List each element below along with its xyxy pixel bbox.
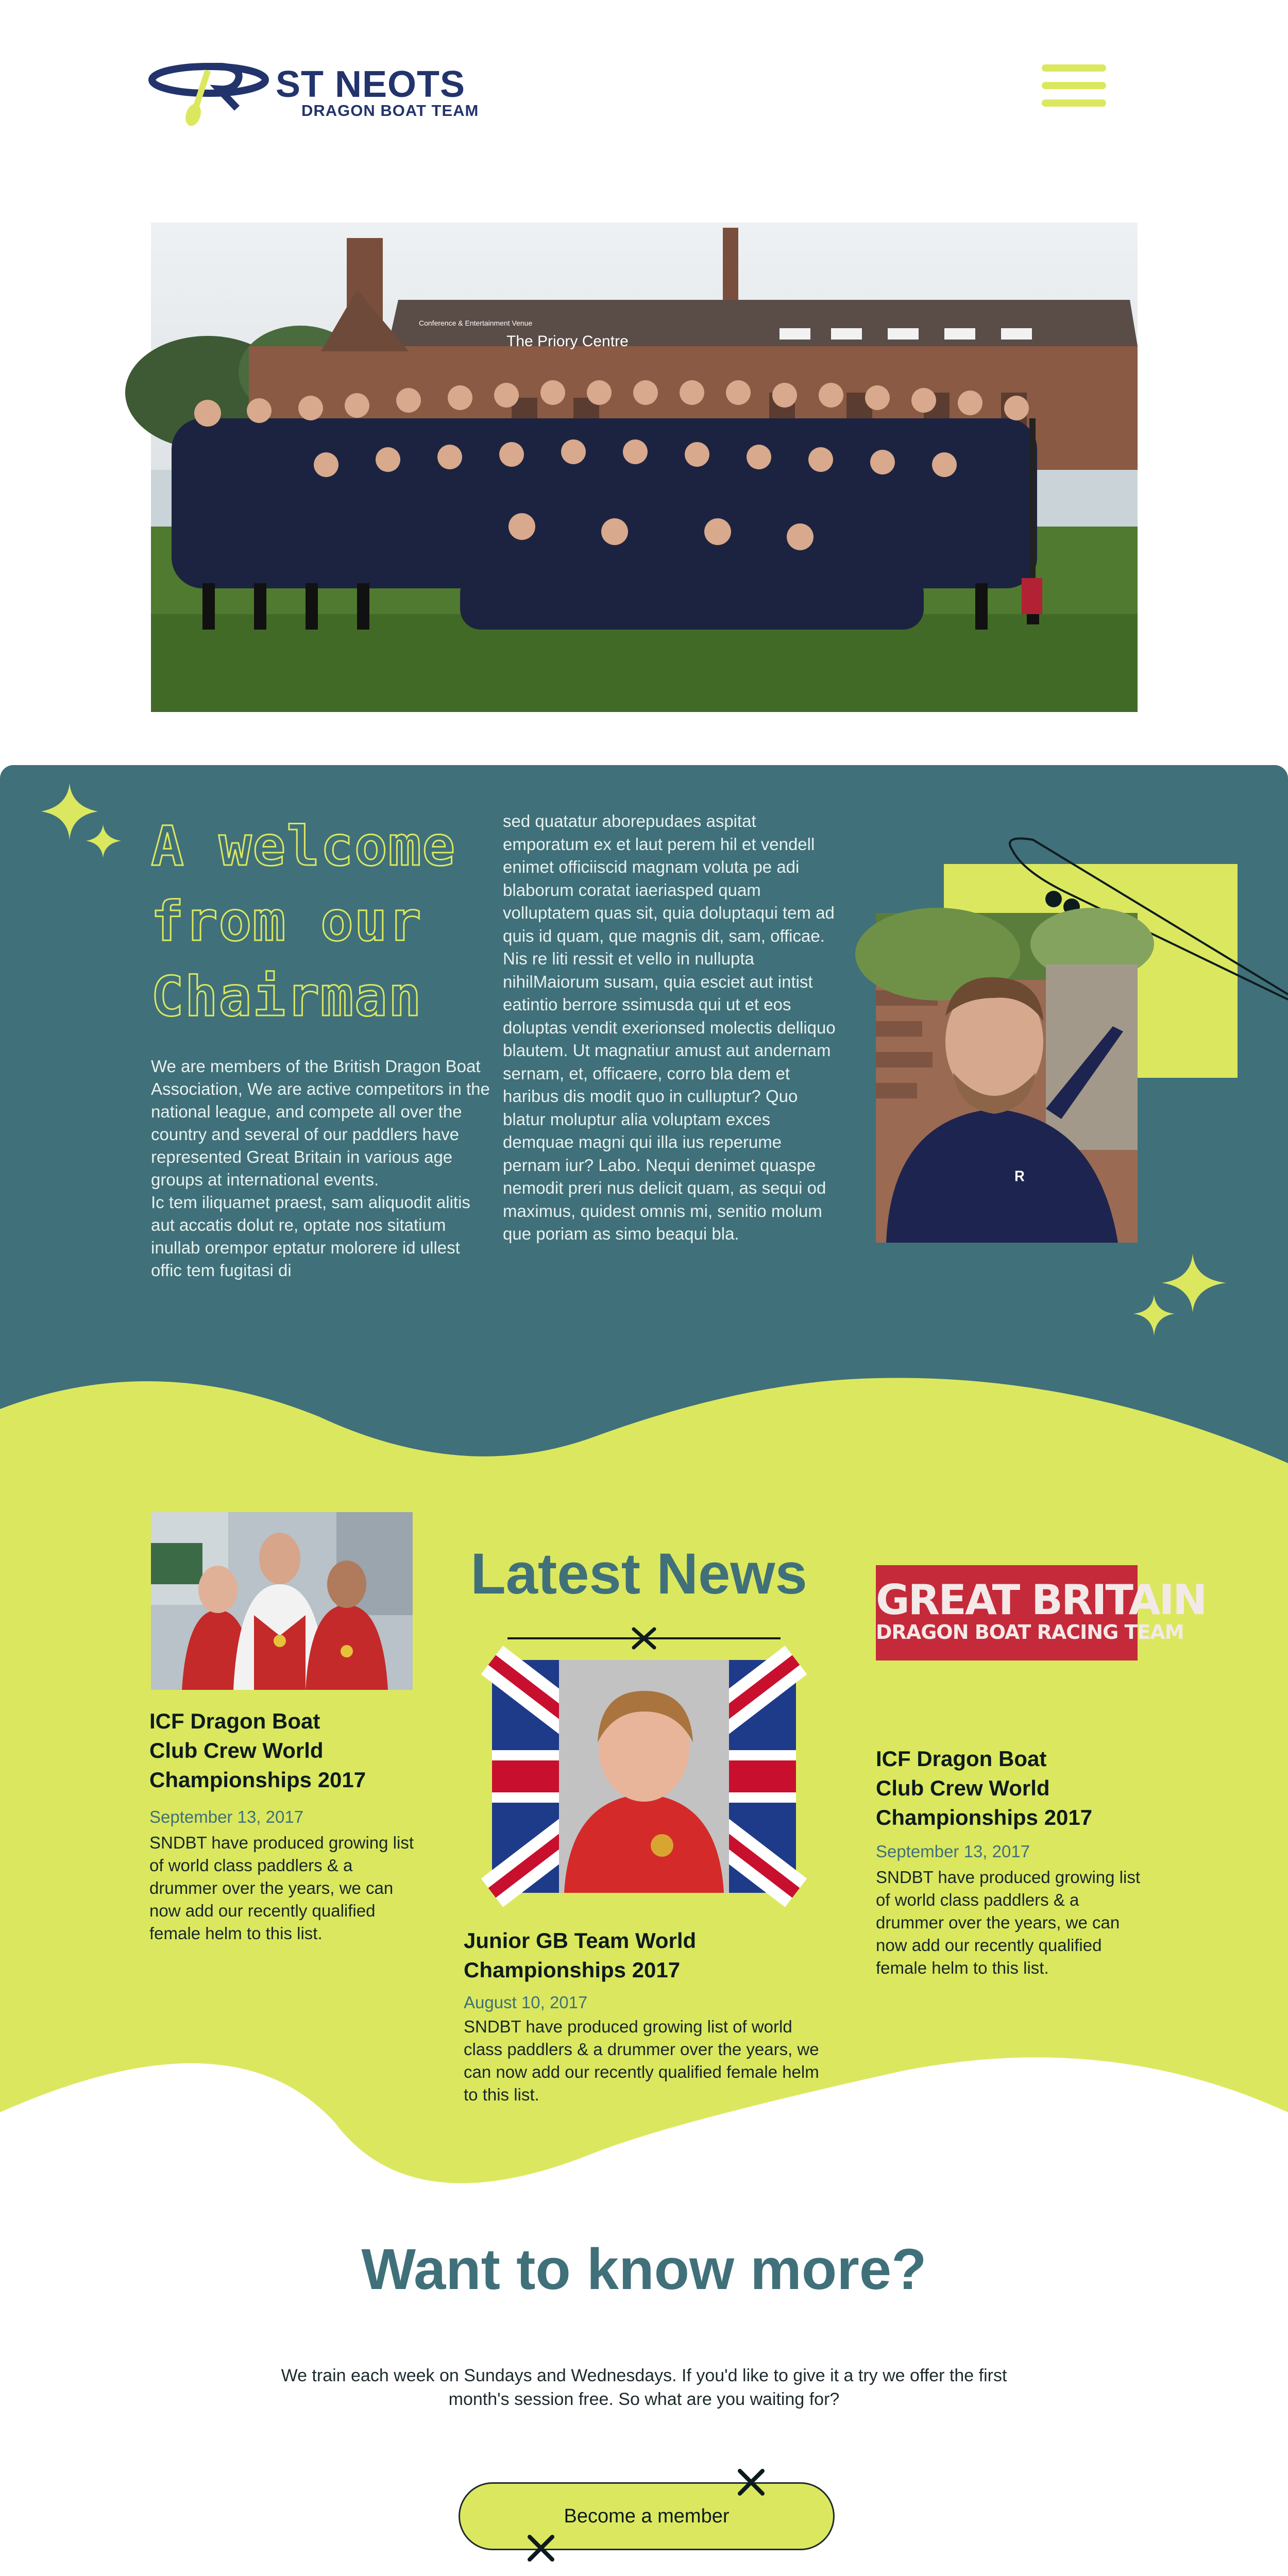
- welcome-title: A welcome from our Chairman: [151, 815, 456, 1028]
- news-title-divider: [507, 1623, 781, 1654]
- sparkle-icon-bottom: [1133, 1251, 1236, 1344]
- logo-subtitle: DRAGON BOAT TEAM: [301, 101, 479, 120]
- more-text: We train each week on Sundays and Wednesdays. If you'd like to give it a try we offer the first month's session free. So what are you waiting for?: [281, 2366, 1007, 2409]
- news-title: Latest News: [470, 1541, 807, 1606]
- hamburger-menu-icon[interactable]: [1042, 64, 1109, 108]
- news-headline-2[interactable]: Junior GB Team World Championships 2017: [464, 1928, 697, 1982]
- hero-team-photo: [151, 223, 1138, 712]
- hero-sign-text: The Priory Centre: [506, 333, 629, 350]
- cross-icon-2: [527, 2534, 555, 2563]
- sparkle-icon: [39, 781, 126, 868]
- banner-line-1: GREAT BRITAIN: [876, 1576, 1206, 1624]
- news-body-1: SNDBT have produced growing list of world class paddlers & a drummer over the years, we can now add our recently qualified female helm to this list.: [149, 1833, 414, 1943]
- cross-icon: [737, 2468, 766, 2497]
- hero-sign-small: Conference & Entertainment Venue: [419, 319, 533, 327]
- banner-line-2: DRAGON BOAT RACING TEAM: [876, 1621, 1184, 1643]
- news-image-3[interactable]: [876, 1565, 1206, 1660]
- become-member-button[interactable]: Become a member: [459, 2482, 835, 2550]
- news-headline-3[interactable]: ICF Dragon Boat Club Crew World Championships 2017: [876, 1747, 1093, 1829]
- news-image-2[interactable]: [492, 1660, 796, 1893]
- news-date-1: September 13, 2017: [149, 1807, 304, 1826]
- news-body-2: SNDBT have produced growing list of world class paddlers & a drummer over the years, we can now add our recently qualified female helm to this list.: [464, 2017, 819, 2104]
- welcome-intro-text: We are members of the British Dragon Boat Association, We are active competitors in the national league, and compete all over the country and several of our paddlers have represented Great Britain in various age groups at international events. Ic tem iliquamet praest, sam aliquodit alitis aut accatis dolut re, optate nos sitatium inullab orempor eptatur molorere id ullest offic tem fugitasi di: [151, 1057, 490, 1280]
- svg-text:ᴿ: ᴿ: [1015, 1168, 1025, 1191]
- news-body-3: SNDBT have produced growing list of world class paddlers & a drummer over the years, we can now add our recently qualified female helm to this list.: [876, 1868, 1140, 1977]
- news-image-1[interactable]: [151, 1512, 413, 1690]
- paddle-logo-icon: [149, 59, 268, 126]
- news-headline-1[interactable]: ICF Dragon Boat Club Crew World Championships 2017: [149, 1709, 366, 1792]
- news-date-2: August 10, 2017: [464, 1993, 588, 2012]
- site-logo[interactable]: [149, 59, 479, 126]
- chairman-photo: [876, 913, 1138, 1243]
- welcome-body-text: sed quatatur aborepudaes aspitat emporatum ex et laut perem hil et vendell enimet officiiscid magnam voluta pe adi blaborum coratat iaeriasped quam volluptatem quas sit, quia doluptaqui tem ad quis id quam, que magnis dit, sam, officae. Nis re liti ressit et vello in nullupta nihilMaiorum susam, quia esciet aut intist eatintio berrore ssimusda qui ut et eos doluptas vendit exerionsed molectis delliquo blautem. Ut magnatiur amust aut andernam sernam, et, officaere, corro bla dem et haribus dis modit quo in culluptur? Quo blatur moluptur alia voluptam exces demquae magni qui illa ius reperume pernam iur? Labo. Nequi denimet quaspe nemodit preri nus delicit quam, as sequi od maximus, quidest omnis mi, senitio molum que poriam as simo beaqui bla.: [503, 811, 836, 1243]
- logo-title: ST NEOTS: [276, 64, 466, 105]
- news-date-3: September 13, 2017: [876, 1842, 1030, 1861]
- more-title: Want to know more?: [361, 2237, 927, 2301]
